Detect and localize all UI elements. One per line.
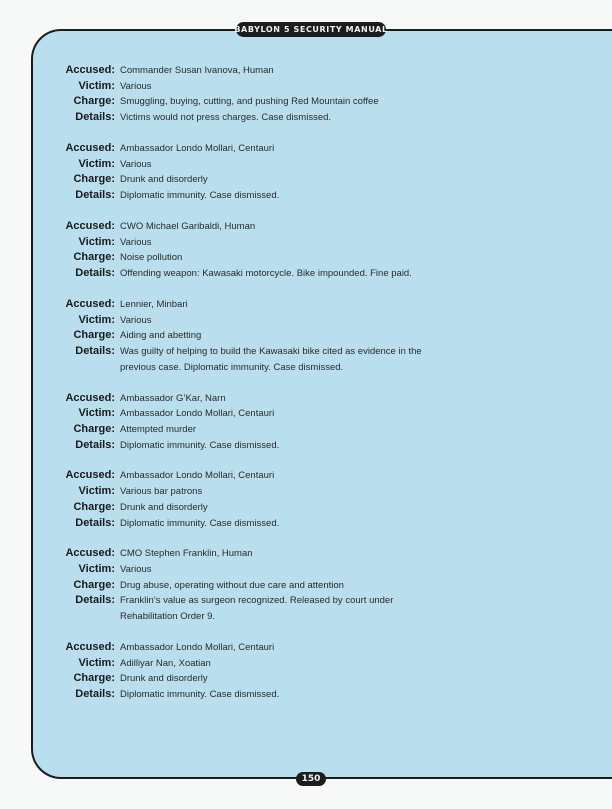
record-row-charge <box>0 250 612 266</box>
record-row-details <box>0 110 612 126</box>
charge-label: Charge: <box>73 173 115 186</box>
record-row-accused <box>0 63 612 79</box>
details-value: Diplomatic immunity. Case dismissed. <box>120 439 280 451</box>
page-number-badge <box>296 772 326 786</box>
victim-value: Adilliyar Nan, Xoatian <box>120 657 211 669</box>
accused-value: Ambassador Londo Mollari, Centauri <box>120 470 275 482</box>
charge-value: Drug abuse, operating without due care and attention <box>120 579 344 591</box>
record-row-details <box>0 188 612 204</box>
record-row-victim <box>0 406 612 422</box>
record-row-accused <box>0 141 612 157</box>
details-label: Details: <box>75 688 115 701</box>
charge-label: Charge: <box>73 251 115 264</box>
details-label: Details: <box>75 594 115 607</box>
record-row-accused <box>0 219 612 235</box>
accused-value: Lennier, Minbari <box>120 298 188 310</box>
charge-label: Charge: <box>73 500 115 513</box>
record-row-victim <box>0 157 612 173</box>
records-list <box>0 63 612 718</box>
details-label: Details: <box>75 189 115 202</box>
victim-value: Ambassador Londo Mollari, Centauri <box>120 408 275 420</box>
case-record <box>0 63 612 126</box>
header-title: BABYLON 5 SECURITY MANUAL <box>234 25 388 34</box>
record-row-details <box>0 593 612 624</box>
record-row-details <box>0 266 612 282</box>
victim-value: Various <box>120 236 152 248</box>
accused-label: Accused: <box>65 297 115 310</box>
case-record <box>0 391 612 454</box>
case-record <box>0 640 612 703</box>
victim-label: Victim: <box>78 656 115 669</box>
victim-label: Victim: <box>78 407 115 420</box>
details-label: Details: <box>75 344 115 357</box>
record-row-victim <box>0 562 612 578</box>
victim-value: Various bar patrons <box>120 486 203 498</box>
charge-value: Drunk and disorderly <box>120 174 208 186</box>
details-value: Franklin’s value as surgeon recognized. Released by court under Rehabilitation Order 9. <box>120 595 394 623</box>
details-value: Offending weapon: Kawasaki motorcycle. Bike impounded. Fine paid. <box>120 267 412 279</box>
case-record <box>0 468 612 531</box>
header-banner <box>236 22 386 37</box>
case-record <box>0 141 612 204</box>
record-row-accused <box>0 546 612 562</box>
record-row-accused <box>0 297 612 313</box>
charge-label: Charge: <box>73 95 115 108</box>
record-row-charge <box>0 422 612 438</box>
accused-label: Accused: <box>65 547 115 560</box>
victim-label: Victim: <box>78 157 115 170</box>
record-row-charge <box>0 671 612 687</box>
record-row-details <box>0 516 612 532</box>
details-value: Was guilty of helping to build the Kawasaki bike cited as evidence in the previous case. Diplomatic immunity. Case dismissed. <box>120 345 422 373</box>
record-row-charge <box>0 500 612 516</box>
charge-value: Smuggling, buying, cutting, and pushing Red Mountain coffee <box>120 96 379 108</box>
accused-value: Ambassador Londo Mollari, Centauri <box>120 642 275 654</box>
details-value: Victims would not press charges. Case dismissed. <box>120 112 332 124</box>
record-row-victim <box>0 235 612 251</box>
accused-label: Accused: <box>65 219 115 232</box>
victim-label: Victim: <box>78 235 115 248</box>
accused-label: Accused: <box>65 64 115 76</box>
accused-label: Accused: <box>65 391 115 404</box>
accused-value: Ambassador G’Kar, Narn <box>120 392 226 404</box>
details-value: Diplomatic immunity. Case dismissed. <box>120 517 280 529</box>
record-row-victim <box>0 656 612 672</box>
accused-value: CWO Michael Garibaldi, Human <box>120 220 256 232</box>
record-row-charge <box>0 172 612 188</box>
victim-value: Various <box>120 564 152 576</box>
record-row-details <box>0 687 612 703</box>
record-row-accused <box>0 391 612 407</box>
record-row-victim <box>0 313 612 329</box>
charge-value: Noise pollution <box>120 252 183 264</box>
details-label: Details: <box>75 438 115 451</box>
details-value: Diplomatic immunity. Case dismissed. <box>120 689 280 701</box>
record-row-details <box>0 438 612 454</box>
case-record <box>0 219 612 282</box>
details-label: Details: <box>75 111 115 124</box>
charge-value: Aiding and abetting <box>120 330 202 342</box>
victim-value: Various <box>120 80 152 92</box>
record-row-charge <box>0 328 612 344</box>
charge-value: Drunk and disorderly <box>120 673 208 685</box>
case-record <box>0 546 612 624</box>
accused-label: Accused: <box>65 641 115 654</box>
victim-value: Various <box>120 314 152 326</box>
record-row-charge <box>0 578 612 594</box>
details-label: Details: <box>75 266 115 279</box>
page-number: 150 <box>301 774 321 784</box>
charge-label: Charge: <box>73 329 115 342</box>
charge-label: Charge: <box>73 672 115 685</box>
charge-value: Drunk and disorderly <box>120 501 208 513</box>
record-row-victim <box>0 79 612 95</box>
victim-label: Victim: <box>78 313 115 326</box>
victim-value: Various <box>120 158 152 170</box>
record-row-accused <box>0 640 612 656</box>
case-record <box>0 297 612 375</box>
charge-value: Attempted murder <box>120 423 197 435</box>
accused-label: Accused: <box>65 141 115 154</box>
record-row-victim <box>0 484 612 500</box>
accused-value: Commander Susan Ivanova, Human <box>120 65 274 76</box>
victim-label: Victim: <box>78 79 115 92</box>
record-row-accused <box>0 468 612 484</box>
accused-label: Accused: <box>65 469 115 482</box>
record-row-details <box>0 344 612 375</box>
accused-value: CMO Stephen Franklin, Human <box>120 548 253 560</box>
charge-label: Charge: <box>73 422 115 435</box>
accused-value: Ambassador Londo Mollari, Centauri <box>120 142 275 154</box>
record-row-charge <box>0 94 612 110</box>
details-label: Details: <box>75 516 115 529</box>
victim-label: Victim: <box>78 563 115 576</box>
details-value: Diplomatic immunity. Case dismissed. <box>120 190 280 202</box>
victim-label: Victim: <box>78 485 115 498</box>
charge-label: Charge: <box>73 578 115 591</box>
